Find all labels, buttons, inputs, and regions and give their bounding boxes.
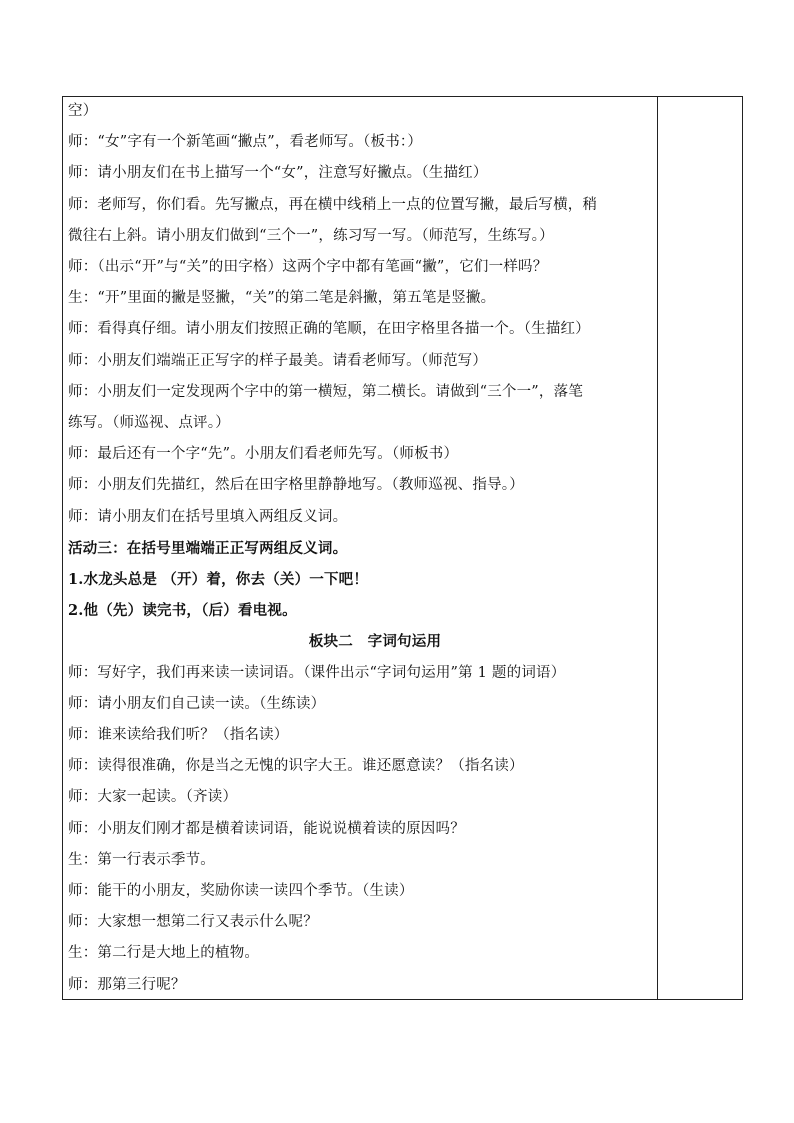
text-line: 师：谁来读给我们听？（指名读） <box>68 727 289 744</box>
text-line: 师：“女”字有一个新笔画“撇点”，看老师写。（板书：） <box>68 134 423 151</box>
text-line: 师：（出示“开”与“关”的田字格）这两个字中都有笔画“撇”，它们一样吗？ <box>68 259 548 276</box>
activity-heading: 活动三：在括号里端端正正写两组反义词。 <box>68 539 348 557</box>
text-line: 师：请小朋友们自己读一读。（生练读） <box>68 695 326 712</box>
text-line: 师：请小朋友们在括号里填入两组反义词。 <box>68 508 348 525</box>
text-line: 师：读得很准确，你是当之无愧的识字大王。谁还愿意读？（指名读） <box>68 758 524 775</box>
text-line: 师：小朋友们端端正正写字的样子最美。请看老师写。（师范写） <box>68 352 488 369</box>
exercise-item: 2.他（先）读完书，（后）看电视。 <box>68 602 297 620</box>
text-line: 生：第二行是大地上的植物。 <box>68 945 260 962</box>
text-line: 师：写好字，我们再来读一读词语。（课件出示“字词句运用”第 1 题的词语） <box>68 664 566 681</box>
text-line: 师：小朋友们先描红，然后在田字格里静静地写。（教师巡视、指导。） <box>68 477 524 494</box>
text-line: 师：请小朋友们在书上描写一个“女”，注意写好撇点。（生描红） <box>68 165 488 182</box>
text-line: 微往右上斜。请小朋友们做到“三个一”，练习写一写。（师范写，生练写。） <box>68 227 554 244</box>
exercise-item: 1.水龙头总是 （开）着，你去（关）一下吧！ <box>68 571 369 589</box>
lesson-content-cell <box>68 96 652 1000</box>
text-line: 练写。（师巡视、点评。） <box>68 415 230 432</box>
text-line: 师：最后还有一个字“先”。小朋友们看老师先写。（师板书） <box>68 446 459 463</box>
text-line: 空） <box>68 103 98 119</box>
notes-column <box>658 96 742 1000</box>
text-line: 师：小朋友们一定发现两个字中的第一横短，第二横长。请做到“三个一”，落笔 <box>68 383 584 400</box>
text-line: 师：大家一起读。（齐读） <box>68 789 238 806</box>
text-line: 生：第一行表示季节。 <box>68 851 215 868</box>
text-line: 生：“开”里面的撇是竖撇，“关”的第二笔是斜撇，第五笔是竖撇。 <box>68 290 496 307</box>
text-line: 师：能干的小朋友，奖励你读一读四个季节。（生读） <box>68 883 414 900</box>
text-line: 师：看得真仔细。请小朋友们按照正确的笔顺，在田字格里各描一个。（生描红） <box>68 321 590 338</box>
text-line: 师：大家想一想第二行又表示什么呢？ <box>68 914 318 931</box>
text-line: 师：老师写，你们看。先写撇点，再在横中线稍上一点的位置写撇，最后写横，稍 <box>68 196 598 213</box>
section-heading: 板块二 字词句运用 <box>308 633 442 651</box>
text-line: 师：那第三行呢？ <box>68 976 186 993</box>
text-line: 师：小朋友们刚才都是横着读词语，能说说横着读的原因吗？ <box>68 820 465 837</box>
